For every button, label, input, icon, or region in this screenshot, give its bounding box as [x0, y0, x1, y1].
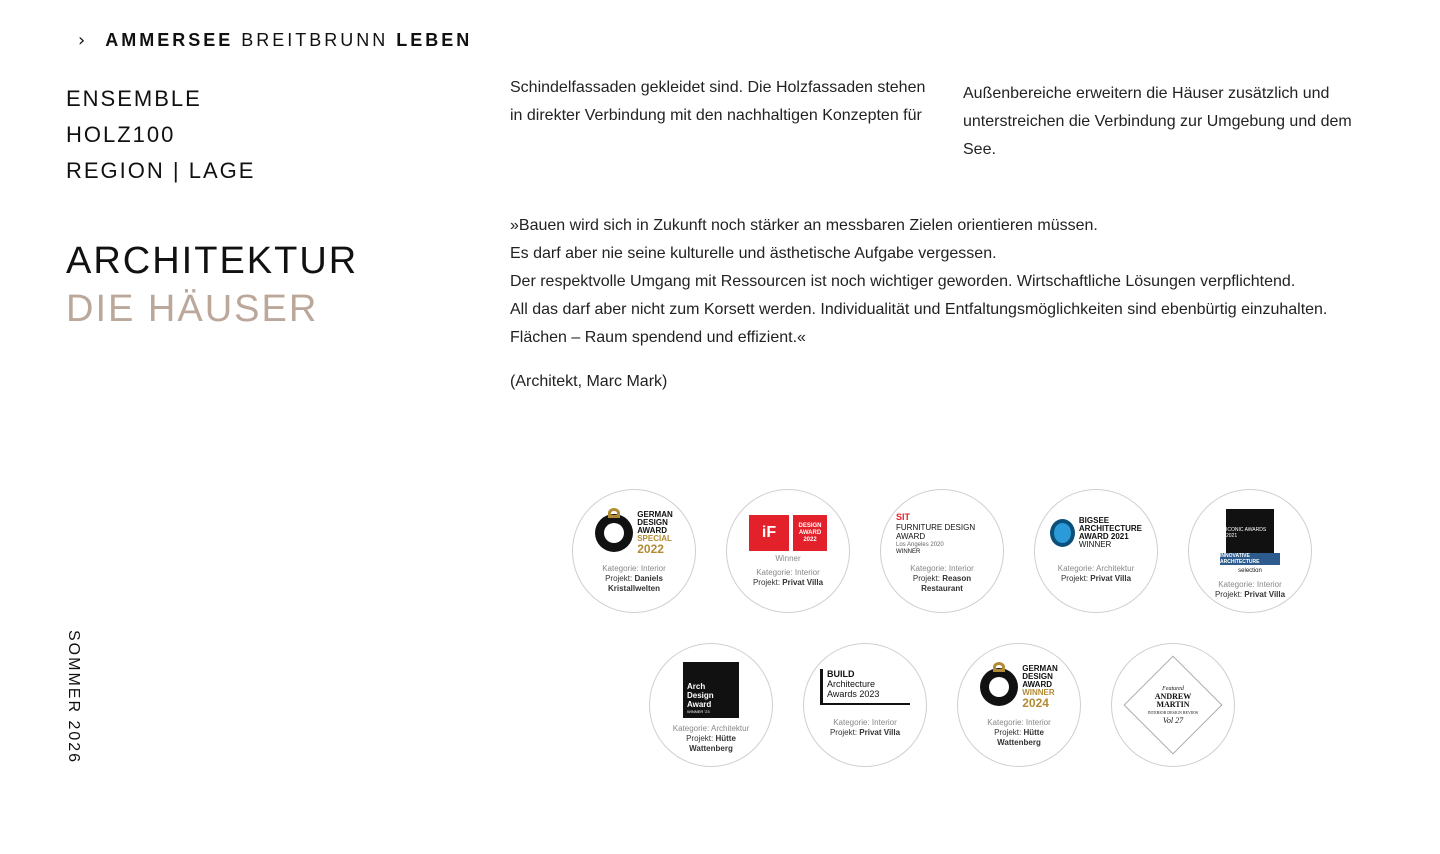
body-text-line: Außenbereiche erweitern die Häuser zusätzlich und [963, 85, 1330, 102]
body-text-line: in direkter Verbindung mit den nachhaltigen Konzepten für [510, 107, 922, 124]
award-category: Kategorie: Interior [987, 718, 1051, 727]
section-title [66, 238, 358, 333]
award-badge-sit-furniture-2020[interactable] [880, 489, 1004, 613]
quote-line: Flächen – Raum spendend und effizient.« [510, 329, 806, 346]
award-badge-build-2023[interactable] [803, 643, 927, 767]
logo-text: GERMAN [1022, 664, 1058, 673]
award-category: Kategorie: Interior [756, 568, 820, 577]
german-design-award-logo [588, 506, 680, 560]
body-text-column-1 [510, 62, 930, 130]
side-nav-item-ensemble[interactable]: ENSEMBLE [66, 86, 202, 111]
logo-text: selection [1238, 568, 1262, 574]
award-project: Projekt: Privat Villa [829, 728, 901, 737]
award-category: Kategorie: Interior [833, 718, 897, 727]
award-project: Projekt: Privat Villa [752, 578, 824, 587]
season-label: SOMMER 2026 [65, 630, 82, 765]
award-project: Projekt: Reason Restaurant [912, 574, 972, 593]
side-nav-item-region-lage[interactable]: REGION | LAGE [66, 158, 256, 183]
brand-part-2: BREITBRUNN [241, 30, 389, 50]
quote-line: Der respektvolle Umgang mit Ressourcen ist noch wichtiger geworden. Wirtschaftliche Lösungen verpflichtend. [510, 273, 1296, 290]
quote-line: »Bauen wird sich in Zukunft noch stärker an messbaren Zielen orientieren müssen. [510, 217, 1098, 234]
logo-text: BIGSEE [1078, 516, 1110, 525]
logo-text: ARCHITECTURE [1078, 524, 1142, 533]
award-category: Kategorie: Interior [1218, 580, 1282, 589]
brand-part-3: LEBEN [396, 30, 473, 50]
body-text-line: See. [963, 141, 996, 158]
award-medal-icon [980, 668, 1018, 706]
award-badge-bigsee-2021[interactable] [1034, 489, 1158, 613]
sit-furniture-award-logo [896, 506, 988, 560]
logo-text: AWARD [1022, 680, 1052, 689]
logo-text: DESIGN [1022, 672, 1053, 681]
german-design-award-logo [973, 660, 1065, 714]
logo-text: WINNER [896, 548, 921, 555]
arch-design-award-logo [665, 660, 757, 720]
body-text-line: Schindelfassaden gekleidet sind. Die Holzfassaden stehen [510, 79, 926, 96]
logo-text: AWARD [637, 526, 667, 535]
award-category: Kategorie: Architektur [1057, 564, 1135, 573]
award-badge-andrew-martin[interactable] [1111, 643, 1235, 767]
award-project: Projekt: Privat Villa [1060, 574, 1132, 583]
body-text-line: unterstreichen die Verbindung zur Umgebung und dem [963, 113, 1352, 130]
logo-text: ANDREW MARTIN [1154, 692, 1192, 709]
iconic-award-logo [1204, 506, 1296, 565]
award-medal-icon [595, 514, 633, 552]
faded-text-line [510, 56, 930, 74]
logo-text: WINNER [1022, 688, 1055, 697]
build-logo-icon: BUILD Architecture Awards 2023 [820, 669, 910, 705]
logo-text: Vol 27 [1162, 716, 1184, 725]
award-badge-if-design-2022[interactable] [726, 489, 850, 613]
page-subtitle: DIE HÄUSER [66, 287, 319, 330]
logo-text: 2024 [1022, 696, 1049, 710]
iconic-awards-icon: ICONIC AWARDS 2021 INNOVATIVE ARCHITECTURE [1226, 509, 1274, 557]
page-title: ARCHITEKTUR [66, 240, 359, 282]
logo-text: 2022 [637, 542, 664, 556]
award-badge-german-design-2022[interactable] [572, 489, 696, 613]
quote-author: (Architekt, Marc Mark) [510, 373, 668, 390]
award-project: Projekt: Hütte Wattenberg [686, 734, 736, 753]
logo-text: INTERIOR DESIGN REVIEW [1147, 710, 1199, 715]
logo-text: GERMAN [637, 510, 673, 519]
architect-quote [510, 212, 1390, 352]
award-project: Projekt: Privat Villa [1214, 590, 1286, 599]
arch-design-icon: Arch Design Award WINNER '23 [683, 662, 739, 718]
bigsee-circle-icon [1050, 519, 1075, 547]
brand-logo-link[interactable] [105, 30, 472, 51]
award-project: Projekt: Daniels Kristallwelten [605, 574, 663, 593]
award-badge-german-design-2024[interactable] [957, 643, 1081, 767]
logo-text: DESIGN AWARD 2022 [793, 515, 827, 551]
logo-text: SPECIAL [637, 534, 672, 543]
top-nav [78, 30, 472, 51]
logo-text: AWARD 2021 [1078, 532, 1129, 541]
quote-line: All das darf aber nicht zum Korsett werden. Individualität und Entfaltungsmöglichkeiten sind ebenbürtig einzuhalten. [510, 301, 1328, 318]
logo-text: Featured [1162, 686, 1184, 692]
body-text-column-2 [963, 80, 1363, 164]
award-category: Kategorie: Interior [910, 564, 974, 573]
chevron-right-icon[interactable]: › [78, 29, 86, 51]
brand-part-1: AMMERSEE [105, 30, 234, 50]
logo-text: DESIGN [637, 518, 668, 527]
award-category: Kategorie: Interior [602, 564, 666, 573]
award-badge-iconic-2021[interactable] [1188, 489, 1312, 613]
logo-text: Los Angeles 2020 [896, 541, 944, 548]
awards-row-1 [572, 489, 1312, 613]
logo-text: SIT [896, 511, 911, 522]
award-project: Projekt: Hütte Wattenberg [994, 728, 1044, 747]
awards-row-2 [649, 643, 1235, 767]
side-nav-item-holz100[interactable]: HOLZ100 [66, 122, 176, 147]
build-award-logo [819, 660, 911, 714]
side-nav [66, 86, 255, 184]
quote-line: Es darf aber nie seine kulturelle und ästhetische Aufgabe vergessen. [510, 245, 997, 262]
award-category: Kategorie: Architektur [672, 724, 750, 733]
logo-text: FURNITURE DESIGN AWARD [896, 522, 976, 541]
andrew-martin-diamond-icon [1124, 656, 1223, 755]
award-badge-arch-design-2023[interactable] [649, 643, 773, 767]
award-winner: Winner [775, 554, 801, 563]
if-design-award-logo [742, 506, 834, 560]
if-logo-icon: iF [749, 515, 789, 551]
bigsee-award-logo [1050, 506, 1142, 560]
logo-text: WINNER [1078, 540, 1112, 549]
